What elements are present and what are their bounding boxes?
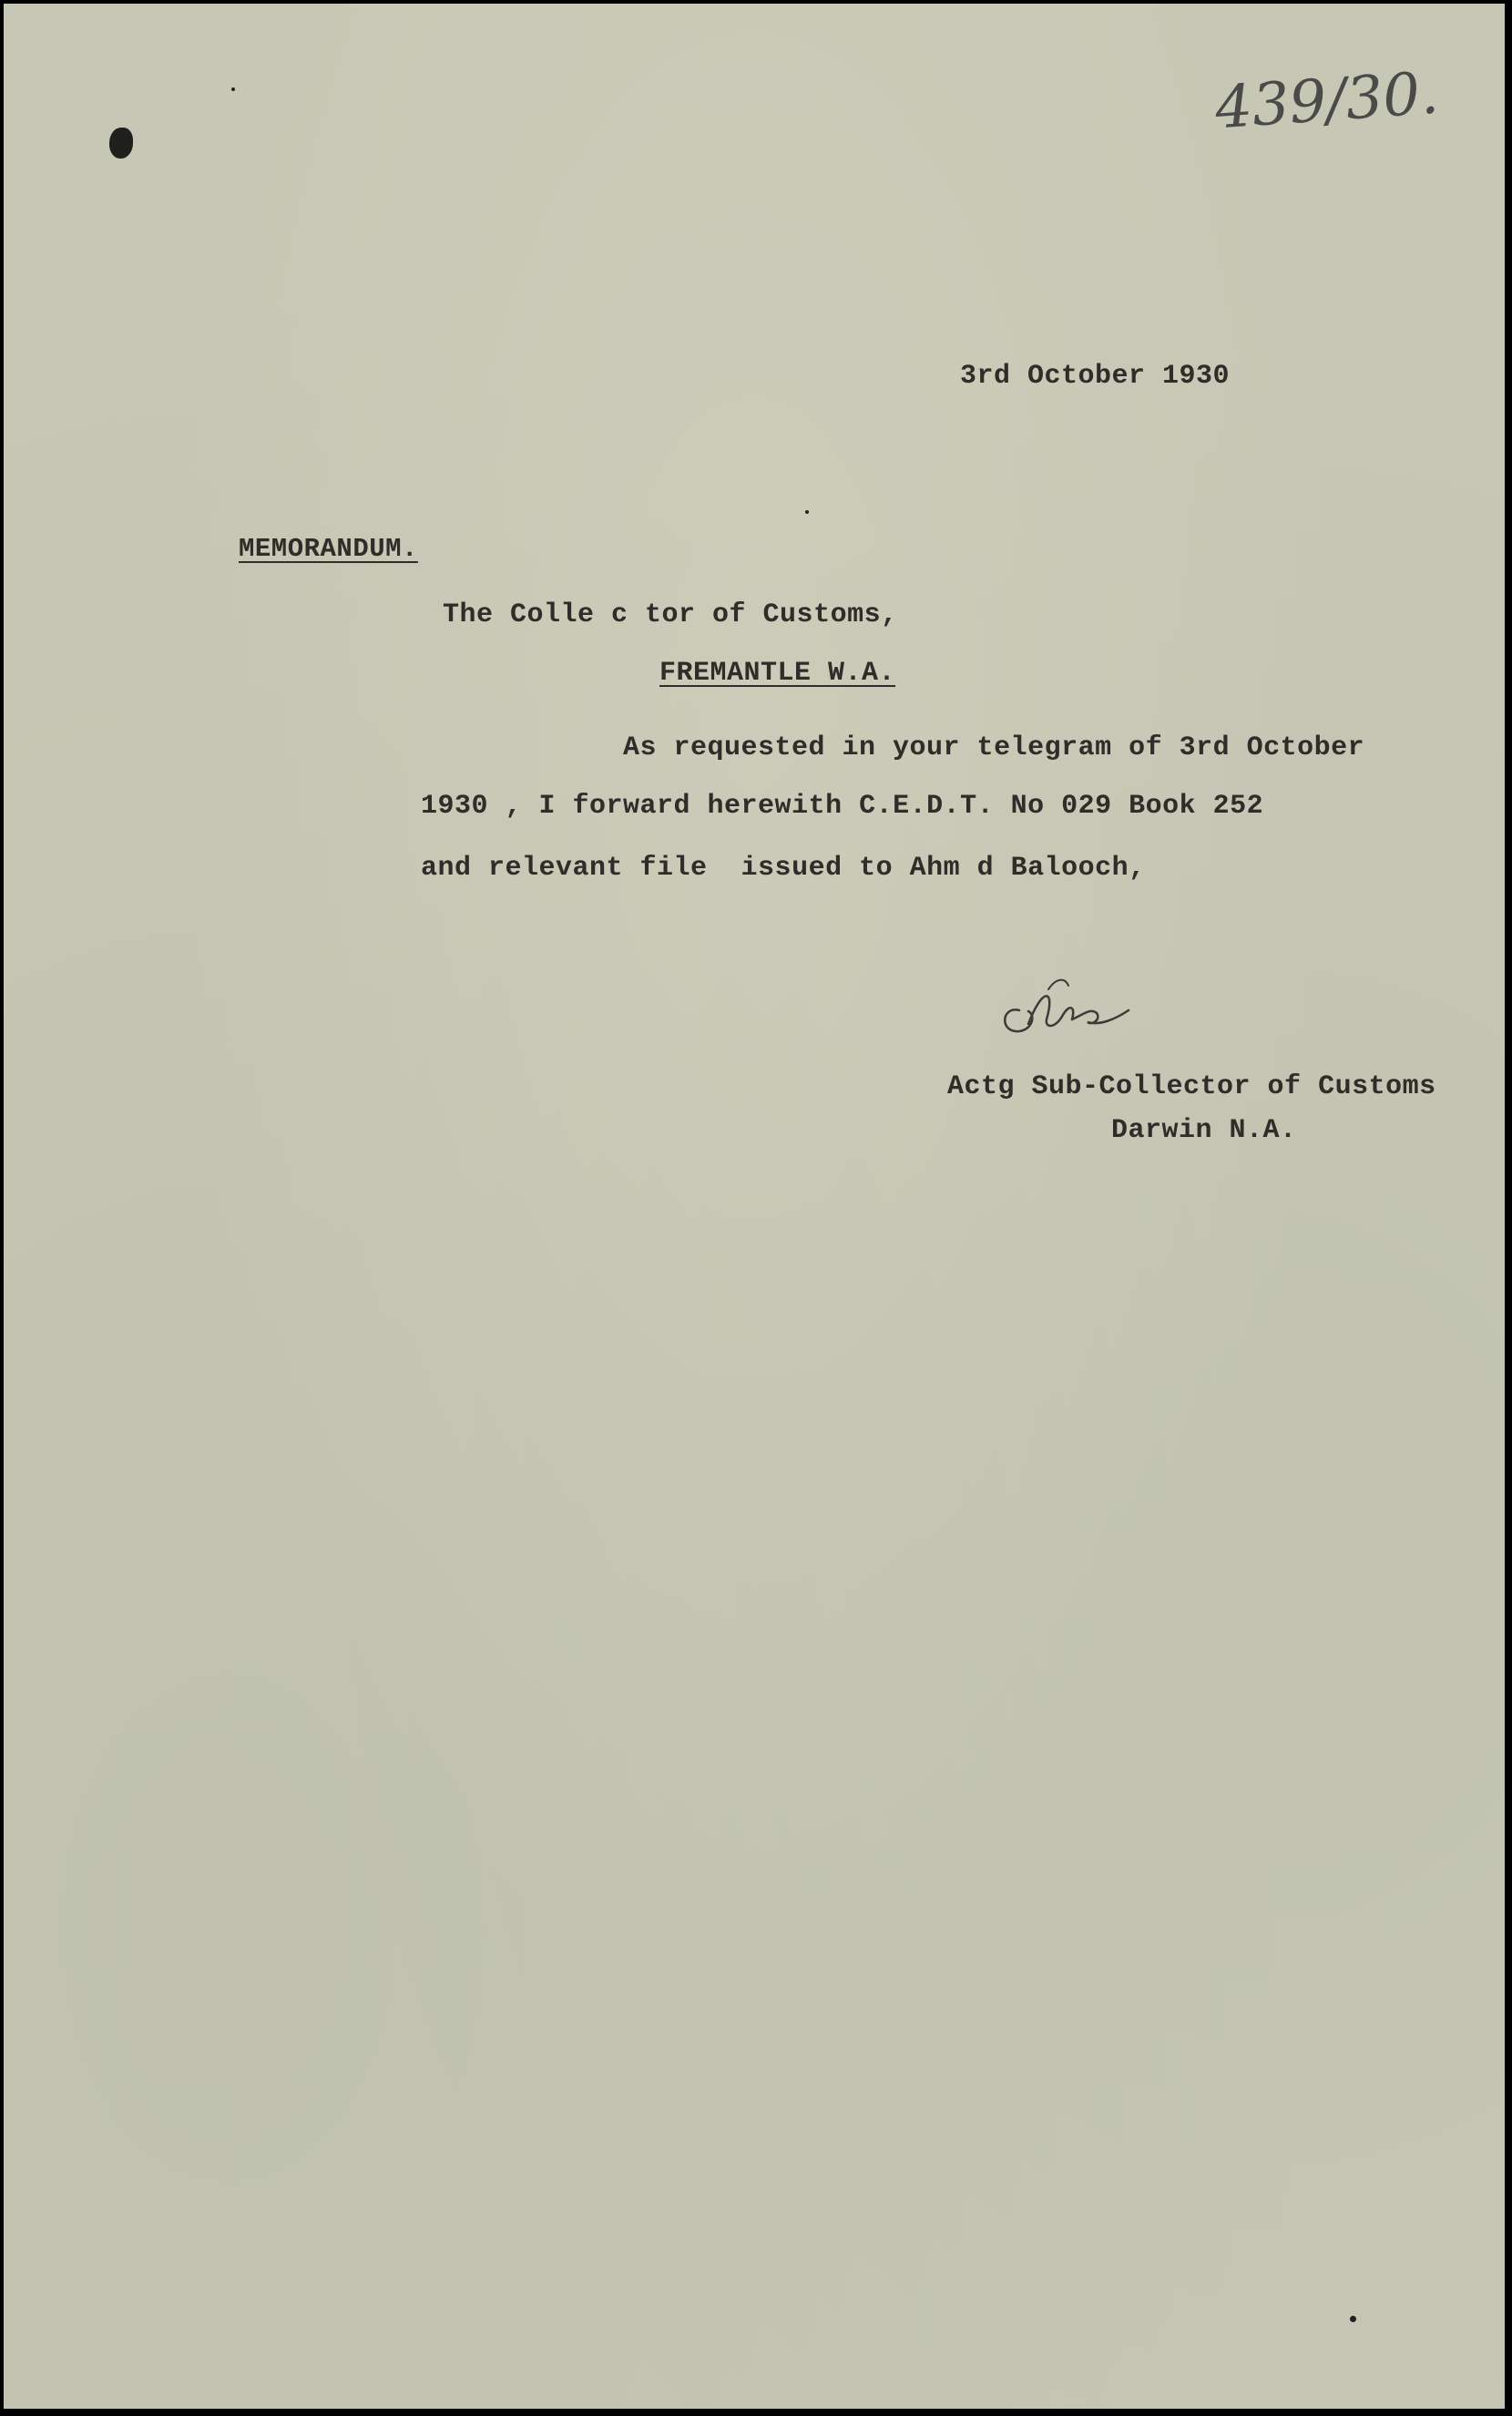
- dust-speck: [1350, 2316, 1356, 2322]
- punch-hole-mark: [109, 128, 133, 159]
- body-line-2: 1930 , I forward herewith C.E.D.T. No 029 Book 252: [421, 791, 1264, 822]
- signatory-title: Actg Sub-Collector of Customs: [947, 1071, 1436, 1102]
- addressee-line-2: FREMANTLE W.A.: [659, 658, 896, 689]
- signatory-location: Darwin N.A.: [1111, 1115, 1297, 1146]
- document-date: 3rd October 1930: [960, 361, 1231, 392]
- memorandum-page: [4, 4, 1505, 2409]
- body-line-3: and relevant file issued to Ahm d Balooch,: [421, 853, 1146, 884]
- body-line-1: As requested in your telegram of 3rd October: [623, 732, 1365, 763]
- memorandum-heading: MEMORANDUM.: [239, 534, 418, 564]
- dust-speck: [805, 510, 809, 514]
- file-reference-number: 439/30.: [1212, 59, 1441, 143]
- handwritten-signature: [992, 969, 1147, 1051]
- addressee-line-1: The Colle c tor of Customs,: [443, 599, 898, 630]
- dust-speck: [231, 87, 235, 91]
